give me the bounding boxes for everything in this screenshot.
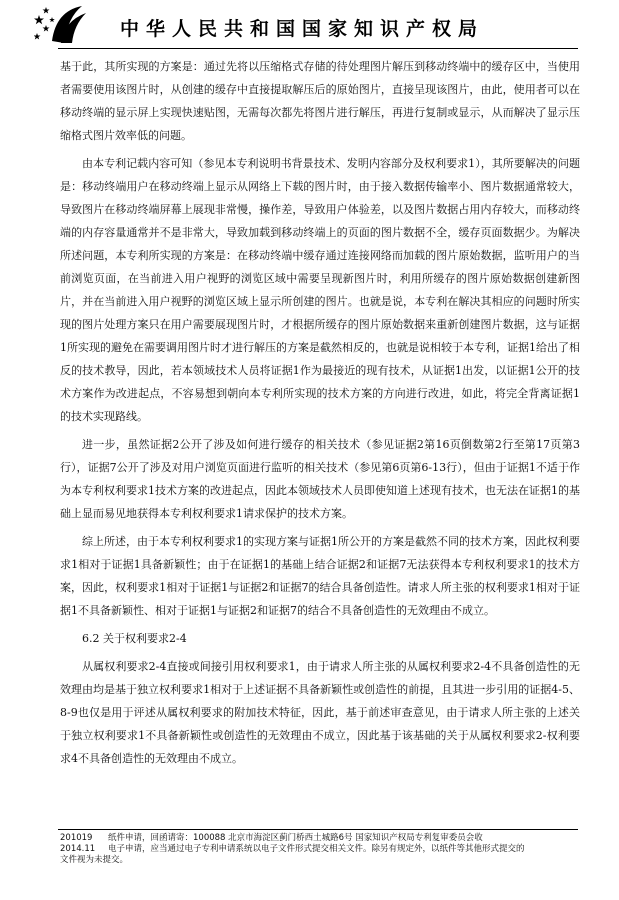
page-footer xyxy=(0,829,619,900)
paragraph: 综上所述，由于本专利权利要求1的实现方案与证据1所公开的方案是截然不同的技术方案，因此权利要求1相对于证据1具备新颖性；由于在证据1的基础上结合证据2和证据7无法获得本专利权利要求1的技术方案，因此，权利要求1相对于证据1与证据2和证据7的结合具备创造性。请求人所主张的权利要求1相对于证据1不具备新颖性、相对于证据1与证据2和证据7的结合不具备创造性的无效理由不成立。 xyxy=(60,535,580,617)
mailing-address-text: 纸件申请，回函请寄：100088 北京市海淀区蓟门桥西土城路6号 国家知识产权局专利复审委员会收 xyxy=(108,833,483,843)
cnipa-logo-icon xyxy=(34,3,88,47)
electronic-filing-text-cont: 文件视为未提交。 xyxy=(60,855,129,865)
form-code: 201019 xyxy=(60,833,93,843)
header-divider xyxy=(58,48,578,49)
footer-notice xyxy=(60,833,580,866)
footer-line xyxy=(60,833,580,844)
form-date: 2014.11 xyxy=(60,844,96,854)
paragraph: 从属权利要求2-4直接或间接引用权利要求1，由于请求人所主张的从属权利要求2-4不具备创造性的无效理由均是基于独立权利要求1相对于上述证据不具备新颖性或创造性的前提，且其进一步引用的证据4-5、8-9也仅是用于评述从属权利要求的附加技术特征，因此，基于前述审查意见，由于请求人所主张的上述关于独立权利要求1不具备新颖性或创造性的无效理由不成立，因此基于该基础的关于从属权利要求2-权利要求4不具备创造性的无效理由不成立。 xyxy=(60,660,580,765)
paragraph-continuation: 基于此，其所实现的方案是：通过先将以压缩格式存储的待处理图片解压到移动终端中的缓存区中，当使用者需要使用该图片时，从创建的缓存中直接提取解压后的原始图片，直接呈现该图片，由此，使用者可以在移动终端的显示屏上实现快速贴图，无需每次都先将图片进行解压，再进行复制或显示，从而解决了显示压缩格式图片效率低的问题。 xyxy=(60,60,580,142)
electronic-filing-text: 电子申请，应当通过电子专利申请系统以电子文件形式提交相关文件。除另有规定外，以纸件等其他形式提交的 xyxy=(108,844,525,854)
footer-line xyxy=(60,855,580,866)
office-name: 中华人民共和国国家知识产权局 xyxy=(120,18,485,40)
paragraph: 进一步，虽然证据2公开了涉及如何进行缓存的相关技术（参见证据2第16页倒数第2行至第17页第3行），证据7公开了涉及对用户浏览页面进行监听的相关技术（参见第6页第6-13行），但由于证据1不适于作为本专利权利要求1技术方案的改进起点，因此本领域技术人员即使知道上述现有技术，也无法在证据1的基础上显而易见地获得本专利权利要求1请求保护的技术方案。 xyxy=(60,438,580,520)
section-heading: 6.2 关于权利要求2-4 xyxy=(82,632,187,645)
page-header xyxy=(0,0,619,52)
footer-divider xyxy=(58,829,578,830)
paragraph: 由本专利记载内容可知（参见本专利说明书背景技术、发明内容部分及权利要求1），其所要解决的问题是：移动终端用户在移动终端上显示从网络上下载的图片时，由于接入数据传输率小、图片数据通常较大，导致图片在移动终端屏幕上展现非常慢，操作差，导致用户体验差，以及图片数据占用内存较大，而移动终端的内存容量通常并不是非常大，导致加载到移动终端上的页面的图片数据不全，缓存页面数据少。为解决所述问题，本专利所实现的方案是：在移动终端中缓存通过连接网络而加载的图片原始数据，监听用户的当前浏览页面，在当前进入用户视野的浏览区域中需要呈现新图片时，利用所缓存的图片原始数据创建新图片，并在当前进入用户视野的浏览区域上显示所创建的图片。也就是说，本专利在解决其相应的问题时所实现的图片处理方案只在用户需要展现图片时，才根据所缓存的图片原始数据来重新创建图片数据，这与证据1所实现的避免在需要调用图片时才进行解压的方案是截然相反的，也就是说相较于本专利，证据1给出了相反的技术教导，因此，若本领域技术人员将证据1作为最接近的现有技术，从证据1出发，以证据1公开的技术方案作为改进起点，不容易想到朝向本专利所实现的技术方案的方向进行改进，如此，将完全背离证据1的技术实现路线。 xyxy=(60,157,580,423)
footer-line xyxy=(60,844,580,855)
document-body xyxy=(60,55,580,775)
